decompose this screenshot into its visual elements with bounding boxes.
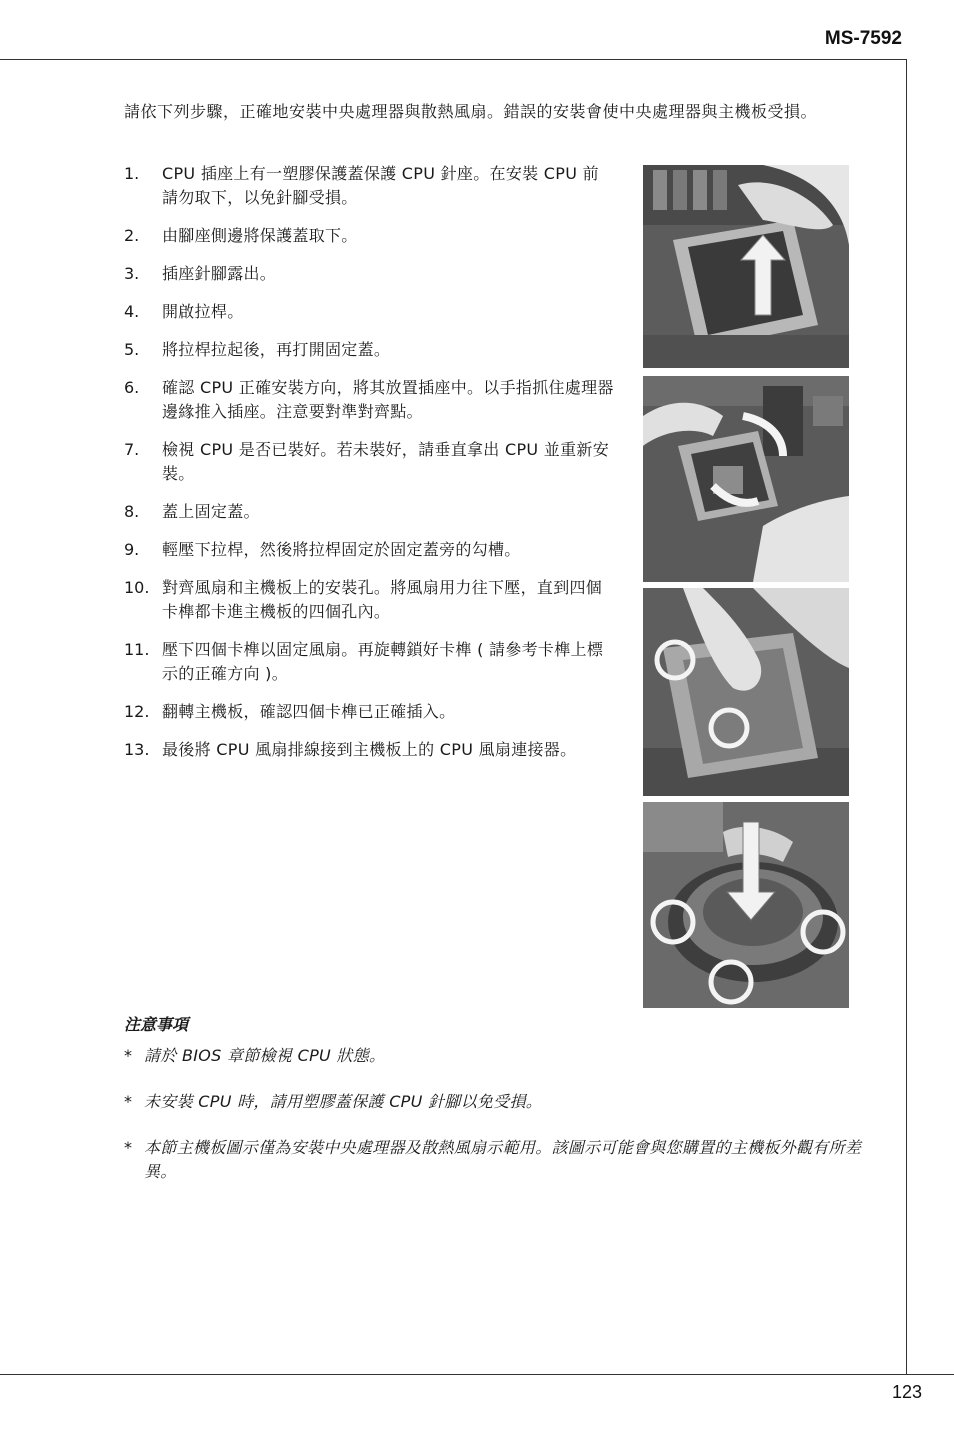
note-item [124, 1090, 864, 1114]
step-item [124, 438, 614, 486]
step-text: 輕壓下拉桿，然後將拉桿固定於固定蓋旁的勾槽。 [162, 540, 521, 559]
step-text: 翻轉主機板，確認四個卡榫已正確插入。 [162, 702, 456, 721]
installation-steps [124, 162, 614, 776]
step-item [124, 300, 614, 324]
step-text: CPU 插座上有一塑膠保護蓋保護 CPU 針座。在安裝 CPU 前請勿取下，以免針腳受損。 [162, 164, 599, 207]
step-item [124, 262, 614, 286]
step-text: 蓋上固定蓋。 [162, 502, 260, 521]
step-text: 壓下四個卡榫以固定風扇。再旋轉鎖好卡榫 ( 請參考卡榫上標示的正確方向 )。 [162, 640, 604, 683]
step-item [124, 338, 614, 362]
step-number: 2. [124, 226, 140, 245]
header-rule [0, 59, 907, 60]
step-number: 5. [124, 340, 140, 359]
step-number: 11. [124, 640, 150, 659]
step-number: 8. [124, 502, 140, 521]
step-text: 檢視 CPU 是否已裝好。若未裝好，請垂直拿出 CPU 並重新安裝。 [162, 440, 610, 483]
photo-press-fan-clips [643, 588, 849, 796]
step-number: 3. [124, 264, 140, 283]
step-item [124, 538, 614, 562]
step-item [124, 224, 614, 248]
step-number: 7. [124, 440, 140, 459]
step-text: 對齊風扇和主機板上的安裝孔。將風扇用力往下壓，直到四個卡榫都卡進主機板的四個孔內。 [162, 578, 603, 621]
side-rule [906, 59, 907, 1375]
step-item [124, 376, 614, 424]
note-item [124, 1044, 864, 1068]
step-text: 開啟拉桿。 [162, 302, 244, 321]
photo-insert-cpu [643, 376, 849, 582]
step-item [124, 576, 614, 624]
intro-paragraph: 請依下列步驟，正確地安裝中央處理器與散熱風扇。錯誤的安裝會使中央處理器與主機板受損。 [124, 102, 818, 121]
step-item [124, 500, 614, 524]
step-item [124, 700, 614, 724]
note-bullet: * [124, 1138, 132, 1157]
note-bullet: * [124, 1046, 132, 1065]
photo-install-heatsink-fan [643, 802, 849, 1008]
step-item [124, 638, 614, 686]
model-number: MS-7592 [824, 28, 902, 49]
step-text: 插座針腳露出。 [162, 264, 277, 283]
step-number: 9. [124, 540, 140, 559]
step-number: 1. [124, 164, 140, 183]
step-item [124, 162, 614, 210]
note-text: 本節主機板圖示僅為安裝中央處理器及散熱風扇示範用。該圖示可能會與您購置的主機板外觀有所差異。 [144, 1138, 862, 1181]
page-number: 123 [891, 1382, 922, 1402]
notes-list [124, 1044, 864, 1206]
step-text: 由腳座側邊將保護蓋取下。 [162, 226, 358, 245]
step-item [124, 738, 614, 762]
step-number: 6. [124, 378, 140, 397]
step-text: 確認 CPU 正確安裝方向，將其放置插座中。以手指抓住處理器邊緣推入插座。注意要對準對齊點。 [162, 378, 614, 421]
photo-remove-socket-cover [643, 165, 849, 368]
notes-title: 注意事項 [124, 1015, 189, 1034]
step-number: 13. [124, 740, 150, 759]
note-bullet: * [124, 1092, 132, 1111]
step-number: 4. [124, 302, 140, 321]
footer-rule [0, 1374, 954, 1375]
step-number: 10. [124, 578, 150, 597]
step-text: 最後將 CPU 風扇排線接到主機板上的 CPU 風扇連接器。 [162, 740, 577, 759]
step-number: 12. [124, 702, 150, 721]
note-text: 請於 BIOS 章節檢視 CPU 狀態。 [144, 1046, 386, 1065]
note-text: 未安裝 CPU 時，請用塑膠蓋保護 CPU 針腳以免受損。 [144, 1092, 543, 1111]
note-item [124, 1136, 864, 1184]
step-text: 將拉桿拉起後，再打開固定蓋。 [162, 340, 391, 359]
